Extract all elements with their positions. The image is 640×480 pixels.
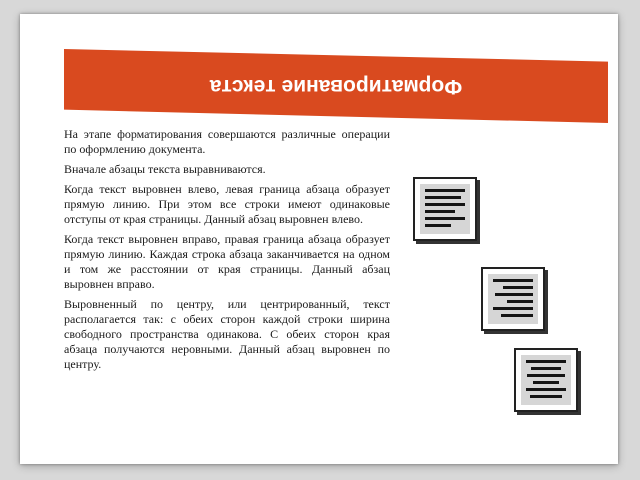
paragraph-align: Вначале абзацы текста выравниваются. — [64, 162, 266, 176]
paragraph-center: Выровненный по центру, или центрированный, текст располагается так: с обеих сторон каждой строки ширина свободного пространства одинакова. С обеих сторон края абзаца получаются неровными. Данный абзац выровнен по центру. — [64, 297, 390, 371]
body-text — [64, 127, 390, 377]
paragraph-left: Когда текст выровнен влево, левая граница абзаца образует прямую линию. При этом все строки имеют одинаковые отступы от края страницы. Данный абзац выровнен влево. — [64, 182, 390, 226]
paragraph-intro: На этапе форматирования совершаются различные операции по оформлению документа. — [64, 127, 390, 156]
slide-title: Форматирование текста — [209, 75, 463, 98]
align-left-icon — [413, 177, 477, 241]
align-center-icon — [514, 348, 578, 412]
paragraph-right: Когда текст выровнен вправо, правая граница абзаца образует прямую линию. Каждая строка абзаца заканчивается на одном и том же расстоянии от края страницы. Данный абзац выровнен вправо. — [64, 232, 390, 291]
align-right-icon — [481, 267, 545, 331]
